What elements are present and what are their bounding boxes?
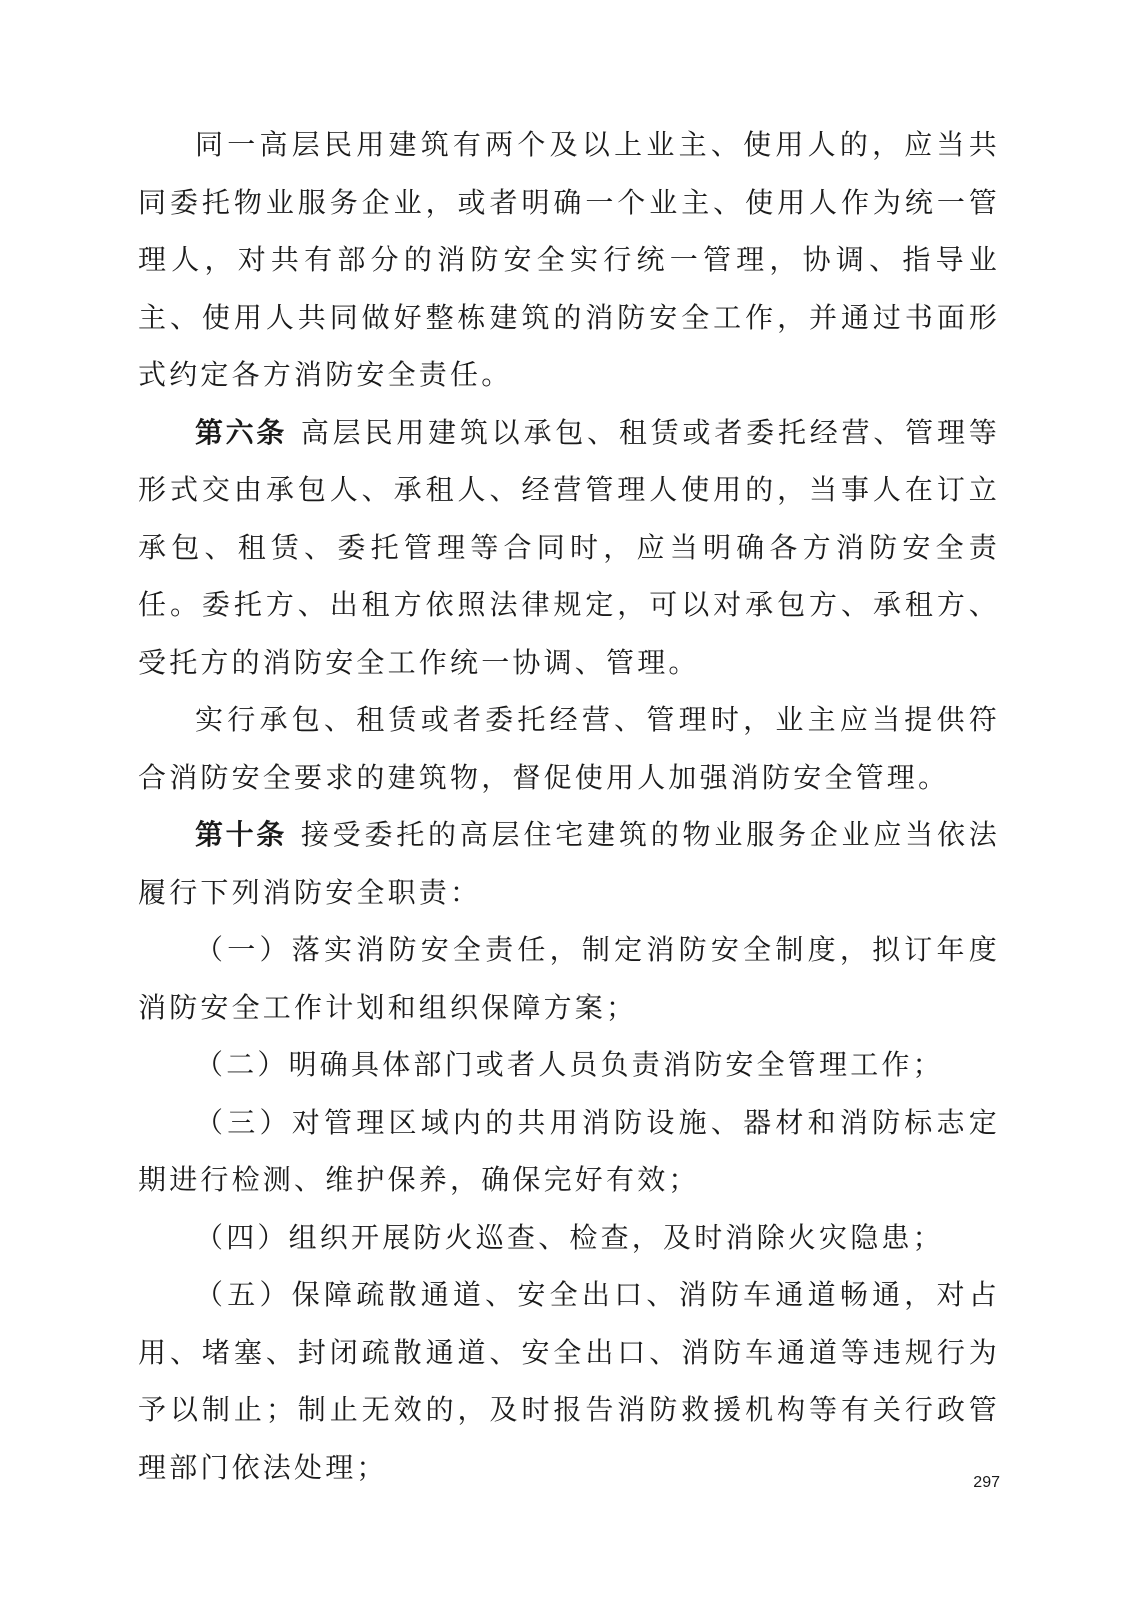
list-item-2 bbox=[138, 1036, 1000, 1094]
paragraph-text: 同一高层民用建筑有两个及以上业主、使用人的，应当共同委托物业服务企业，或者明确一个业主、使用人作为统一管理人，对共有部分的消防安全实行统一管理，协调、指导业主、使用人共同做好整栋建筑的消防安全工作，并通过书面形式约定各方消防安全责任。 bbox=[138, 128, 1000, 391]
article-title: 第六条 bbox=[195, 415, 287, 449]
list-item-text: （四）组织开展防火巡查、检查，及时消除火灾隐患； bbox=[195, 1220, 944, 1254]
paragraph-text: 高层民用建筑以承包、租赁或者委托经营、管理等形式交由承包人、承租人、经营管理人使用的，当事人在订立承包、租赁、委托管理等合同时，应当明确各方消防安全责任。委托方、出租方依照法律规定，可以对承包方、承租方、受托方的消防安全工作统一协调、管理。 bbox=[138, 415, 1000, 679]
list-item-5 bbox=[138, 1266, 1000, 1496]
list-item-text: （一）落实消防安全责任，制定消防安全制度，拟订年度消防安全工作计划和组织保障方案； bbox=[138, 933, 1000, 1024]
list-item-text: （三）对管理区域内的共用消防设施、器材和消防标志定期进行检测、维护保养，确保完好有效； bbox=[138, 1105, 1000, 1196]
paragraph-text: 实行承包、租赁或者委托经营、管理时，业主应当提供符合消防安全要求的建筑物，督促使用人加强消防安全管理。 bbox=[138, 703, 1000, 794]
article-6 bbox=[138, 404, 1000, 692]
page-number: 297 bbox=[973, 1474, 1000, 1491]
paragraph-contract-management bbox=[138, 691, 1000, 806]
list-item-1 bbox=[138, 921, 1000, 1036]
list-item-text: （五）保障疏散通道、安全出口、消防车通道畅通，对占用、堵塞、封闭疏散通道、安全出口、消防车通道等违规行为予以制止；制止无效的，及时报告消防救援机构等有关行政管理部门依法处理； bbox=[138, 1278, 1000, 1484]
article-10 bbox=[138, 806, 1000, 921]
document-body bbox=[138, 116, 1000, 1496]
article-title: 第十条 bbox=[195, 818, 287, 851]
list-item-3 bbox=[138, 1094, 1000, 1209]
list-item-text: （二）明确具体部门或者人员负责消防安全管理工作； bbox=[195, 1048, 944, 1081]
paragraph-joint-management bbox=[138, 116, 1000, 404]
paragraph-text: 接受委托的高层住宅建筑的物业服务企业应当依法履行下列消防安全职责： bbox=[138, 818, 1000, 909]
list-item-4 bbox=[138, 1209, 1000, 1267]
